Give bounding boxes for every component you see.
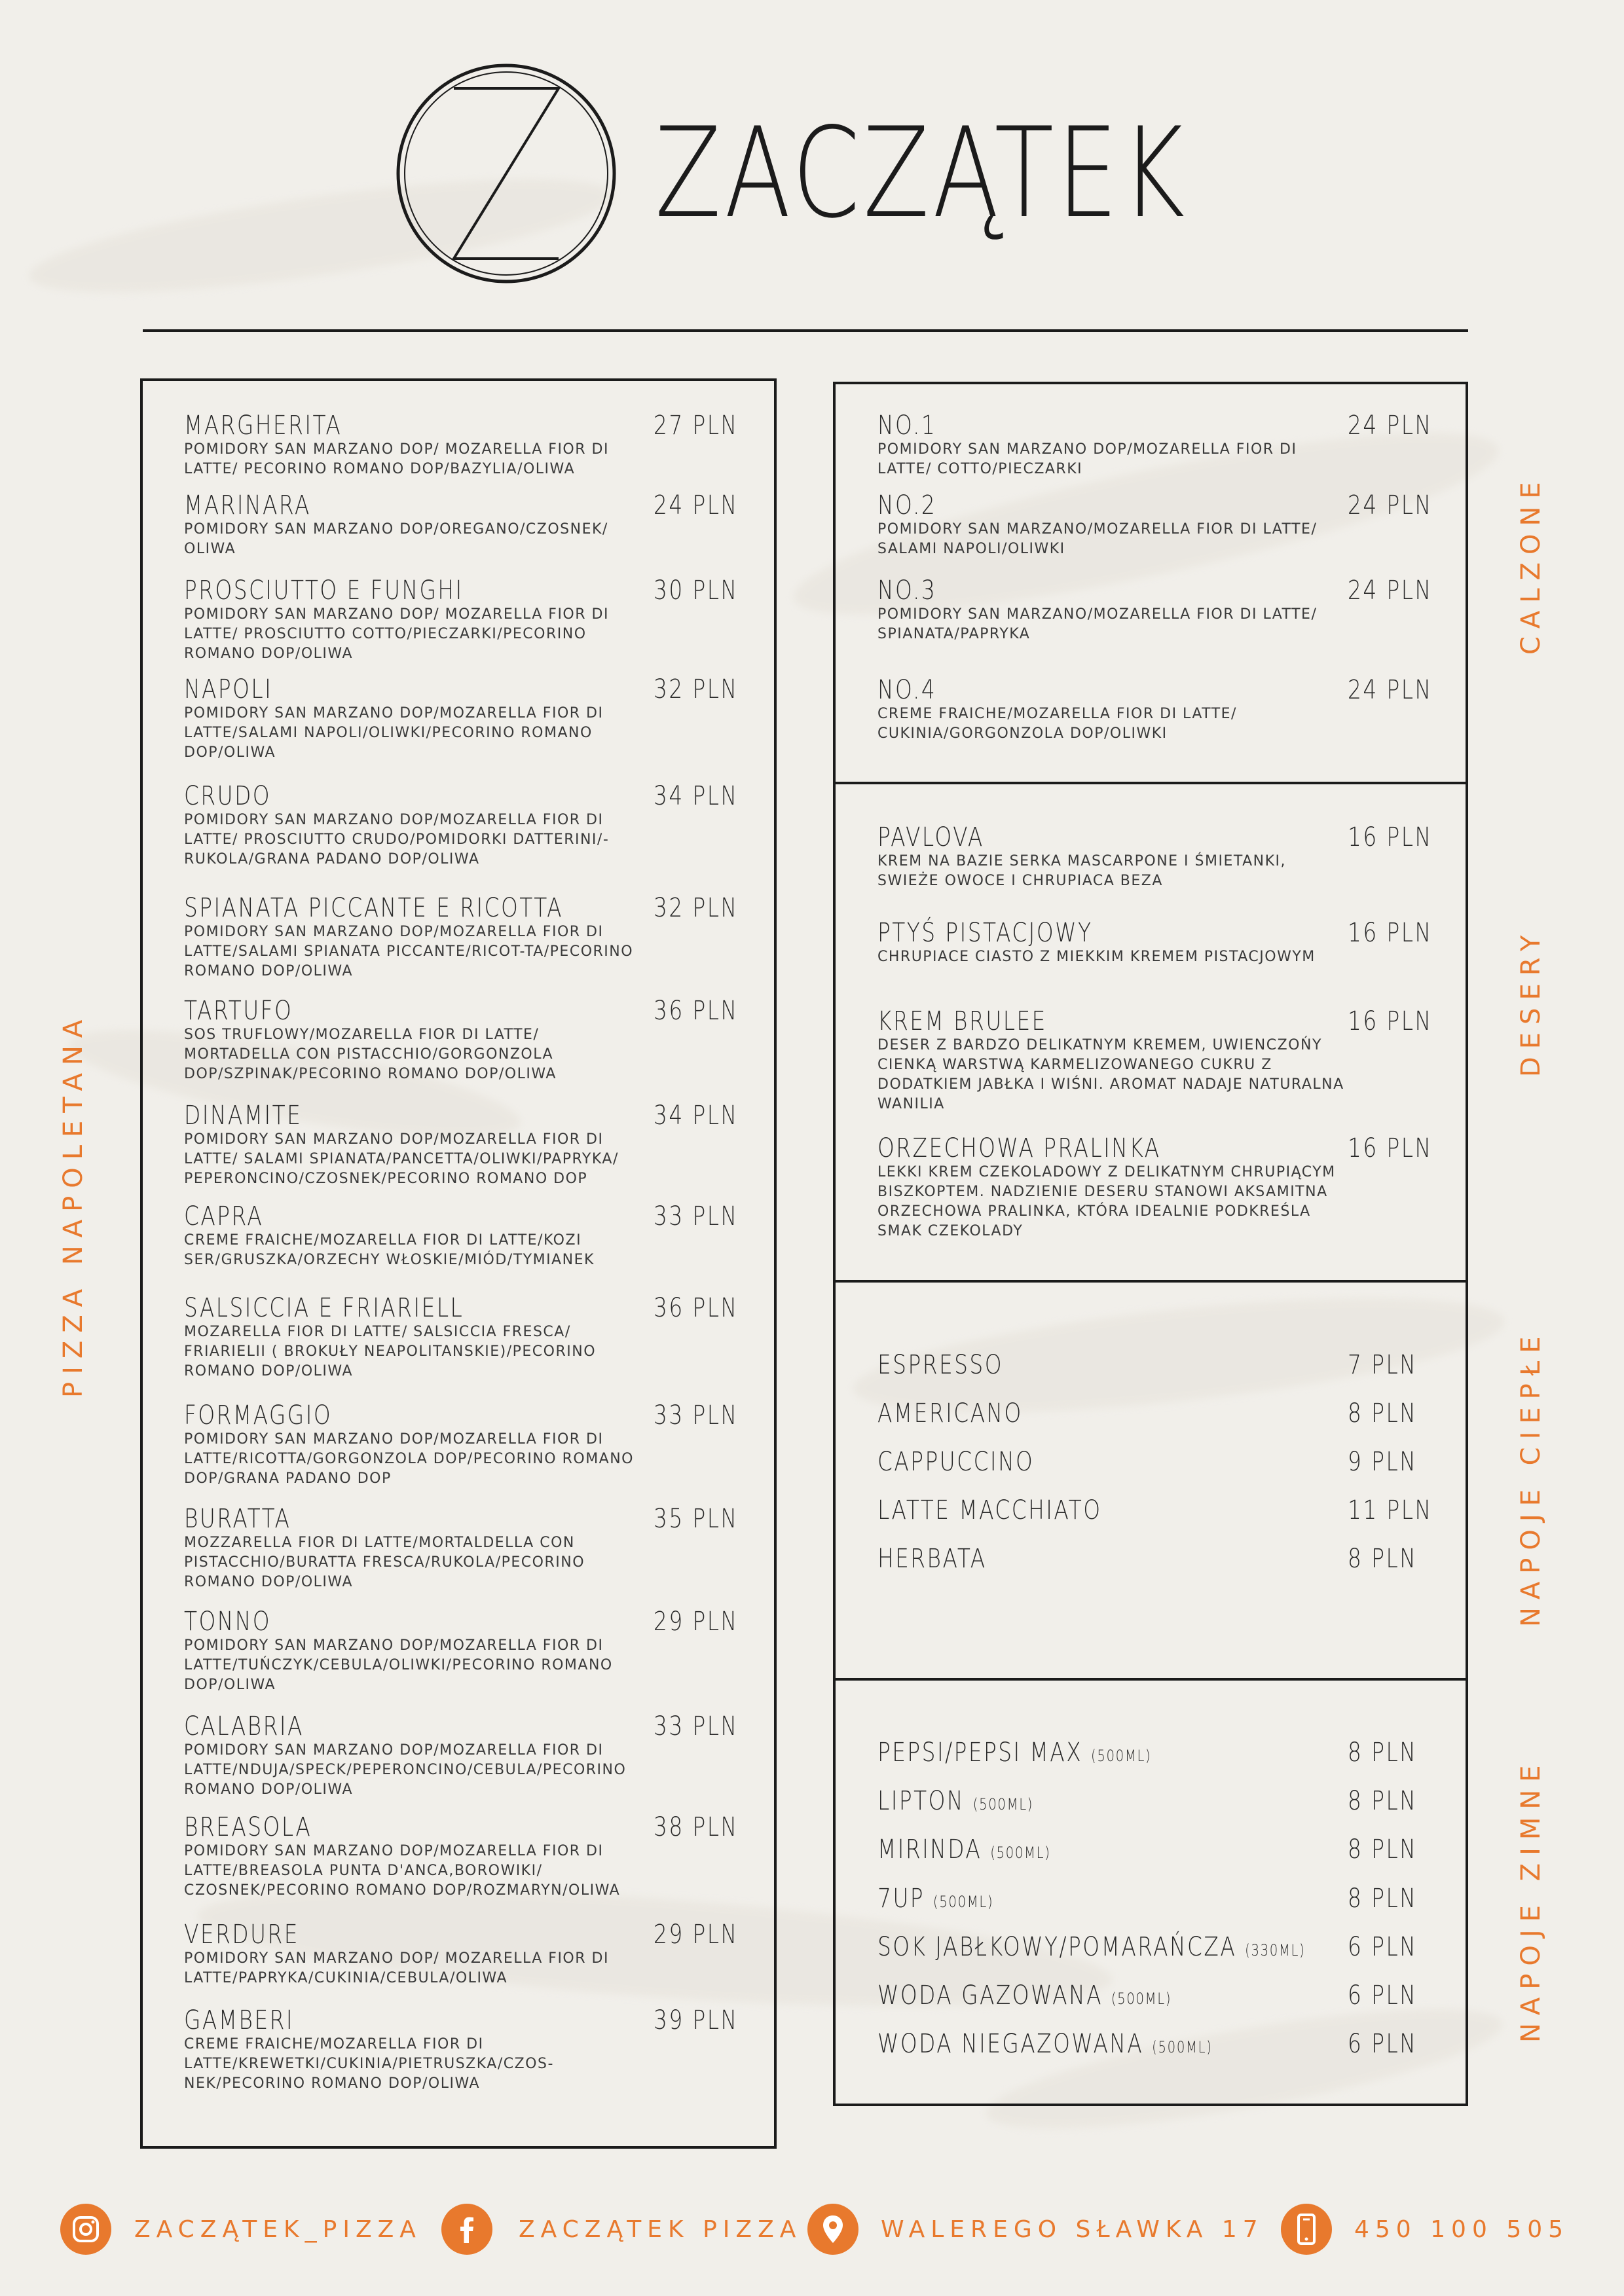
pizza-description: POMIDORY SAN MARZANO DOP/MOZARELLA FIOR DI LATTE/TUŃCZYK/CEBULA/OLIWKI/PECORINO ROMANO DOP/OLIWA: [184, 1637, 613, 1693]
pizza-name: MARGHERITA: [184, 410, 342, 441]
pizza-name: CAPRA: [184, 1201, 264, 1231]
pizza-price: 33 PLN: [654, 1711, 739, 1741]
pizza-price: 35 PLN: [654, 1504, 739, 1534]
brand-name: ZACZĄTEK: [655, 101, 1188, 246]
cold-drink-row: [877, 2031, 1213, 2057]
cold-drink-size: (500ML): [990, 1844, 1051, 1862]
pizza-description: POMIDORY SAN MARZANO DOP/MOZARELLA FIOR DI LATTE/ PROSCIUTTO CRUDO/POMIDORKI DATTERINI/-RUKOLA/GRANA PADANO DOP/OLIWA: [184, 812, 610, 867]
cold-drink-row: [877, 1836, 1051, 1863]
pizza-name: CALABRIA: [184, 1711, 304, 1741]
cold-drink-price: 8 PLN: [1348, 1786, 1418, 1816]
pizza-price: 34 PLN: [654, 781, 739, 811]
pizza-price: 32 PLN: [654, 893, 739, 923]
header-divider: [143, 329, 1468, 332]
location-pin-icon: [807, 2204, 858, 2255]
hot-drink-name: HERBATA: [877, 1544, 987, 1574]
cold-drink-size: (500ML): [1152, 2038, 1213, 2056]
hot-drink-name: ESPRESSO: [877, 1350, 1003, 1380]
section-label-hot-drinks: NAPOJE CIEPŁE: [1516, 1328, 1546, 1627]
pizza-name: GAMBERI: [184, 2005, 295, 2035]
section-label-cold-drinks: NAPOJE ZIMNE: [1516, 1757, 1546, 2043]
section-divider: [833, 1280, 1468, 1283]
pizza-name: SPIANATA PICCANTE E RICOTTA: [184, 893, 564, 923]
calzone-description: POMIDORY SAN MARZANO/MOZARELLA FIOR DI LATTE/ SPIANATA/PAPRYKA: [877, 606, 1318, 642]
cold-drink-row: [877, 1740, 1151, 1766]
hot-drink-name: AMERICANO: [877, 1398, 1023, 1429]
hot-drink-price: 7 PLN: [1348, 1350, 1418, 1380]
pizza-name: BREASOLA: [184, 1812, 312, 1842]
facebook-page[interactable]: ZACZĄTEK PIZZA: [519, 2216, 802, 2243]
cold-drink-price: 8 PLN: [1348, 1834, 1418, 1865]
pizza-price: 24 PLN: [654, 490, 739, 520]
cold-drink-price: 8 PLN: [1348, 1884, 1418, 1914]
pizza-price: 39 PLN: [654, 2005, 739, 2035]
hot-drink-price: 11 PLN: [1348, 1495, 1433, 1525]
dessert-description: KREM NA BAZIE SERKA MASCARPONE I ŚMIETANKI, SWIEŻE OWOCE I CHRUPIACA BEZA: [877, 853, 1287, 889]
pizza-name: BURATTA: [184, 1504, 291, 1534]
cold-drink-size: (500ML): [932, 1893, 994, 1911]
calzone-price: 24 PLN: [1348, 410, 1433, 441]
pizza-name: TONNO: [184, 1607, 272, 1637]
pizza-description: CREME FRAICHE/MOZARELLA FIOR DI LATTE/KREWETKI/CUKINIA/PIETRUSZKA/CZOS-NEK/PECORINO ROMANO DOP/OLIWA: [184, 2036, 554, 2092]
cold-drink-name: LIPTON: [877, 1786, 965, 1816]
pizza-description: POMIDORY SAN MARZANO DOP/MOZARELLA FIOR DI LATTE/ SALAMI SPIANATA/PANCETTA/OLIWKI/PAPRYKA/ PEPERONCINO/CZOSNEK/PECORINO ROMANO DOP: [184, 1131, 619, 1187]
cold-drink-name: WODA GAZOWANA: [877, 1980, 1103, 2011]
dessert-price: 16 PLN: [1348, 1006, 1433, 1036]
facebook-icon[interactable]: [441, 2204, 492, 2255]
cold-drink-name: SOK JABŁKOWY/POMARAŃCZA: [877, 1932, 1237, 1962]
pizza-description: CREME FRAICHE/MOZARELLA FIOR DI LATTE/KOZI SER/GRUSZKA/ORZECHY WŁOSKIE/MIÓD/TYMIANEK: [184, 1232, 595, 1268]
instagram-icon[interactable]: [60, 2204, 111, 2255]
hot-drink-name: CAPPUCCINO: [877, 1447, 1035, 1477]
cold-drink-name: MIRINDA: [877, 1834, 982, 1865]
pizza-name: VERDURE: [184, 1920, 299, 1950]
cold-drink-row: [877, 1886, 993, 1912]
dessert-name: ORZECHOWA PRALINKA: [877, 1133, 1161, 1163]
calzone-description: POMIDORY SAN MARZANO/MOZARELLA FIOR DI LATTE/ SALAMI NAPOLI/OLIWKI: [877, 521, 1318, 557]
pizza-description: MOZARELLA FIOR DI LATTE/ SALSICCIA FRESCA/ FRIARIELII ( BROKUŁY NEAPOLITANSKIE)/PECORINO ROMANO DOP/OLIWA: [184, 1324, 597, 1379]
pizza-price: 34 PLN: [654, 1101, 739, 1131]
pizza-name: SALSICCIA E FRIARIELL: [184, 1293, 464, 1323]
pizza-name: MARINARA: [184, 490, 311, 520]
calzone-name: NO.1: [877, 410, 937, 441]
cold-drink-price: 8 PLN: [1348, 1738, 1418, 1768]
hot-drink-name: LATTE MACCHIATO: [877, 1495, 1102, 1525]
cold-drink-price: 6 PLN: [1348, 1932, 1418, 1962]
calzone-description: CREME FRAICHE/MOZARELLA FIOR DI LATTE/ CUKINIA/GORGONZOLA DOP/OLIWKI: [877, 706, 1237, 742]
pizza-description: POMIDORY SAN MARZANO DOP/MOZARELLA FIOR DI LATTE/RICOTTA/GORGONZOLA DOP/PECORINO ROMANO DOP/GRANA PADANO DOP: [184, 1431, 634, 1487]
cold-drink-name: 7UP: [877, 1884, 925, 1914]
calzone-description: POMIDORY SAN MARZANO DOP/MOZARELLA FIOR DI LATTE/ COTTO/PIECZARKI: [877, 441, 1297, 477]
cold-drink-size: (500ML): [1091, 1747, 1152, 1765]
pizza-description: POMIDORY SAN MARZANO DOP/ MOZARELLA FIOR DI LATTE/PAPRYKA/CUKINIA/CEBULA/OLIWA: [184, 1950, 609, 1986]
cold-drink-size: (500ML): [1111, 1990, 1172, 2008]
cold-drink-size: (500ML): [972, 1795, 1034, 1813]
dessert-name: KREM BRULEE: [877, 1006, 1047, 1036]
pizza-price: 36 PLN: [654, 1293, 739, 1323]
pizza-name: PROSCIUTTO E FUNGHI: [184, 575, 464, 606]
pizza-price: 27 PLN: [654, 410, 739, 441]
logo-mark: [392, 59, 621, 288]
hot-drink-price: 9 PLN: [1348, 1447, 1418, 1477]
pizza-name: TARTUFO: [184, 996, 293, 1026]
pizza-description: SOS TRUFLOWY/MOZARELLA FIOR DI LATTE/ MORTADELLA CON PISTACCHIO/GORGONZOLA DOP/SZPINAK/PECORINO ROMANO DOP/OLIWA: [184, 1027, 557, 1082]
calzone-price: 24 PLN: [1348, 575, 1433, 606]
phone-number[interactable]: 450 100 505: [1354, 2216, 1570, 2243]
instagram-handle[interactable]: ZACZĄTEK_PIZZA: [134, 2216, 422, 2243]
cold-drink-price: 6 PLN: [1348, 2029, 1418, 2059]
phone-icon[interactable]: [1281, 2204, 1332, 2255]
pizza-description: POMIDORY SAN MARZANO DOP/ MOZARELLA FIOR DI LATTE/ PECORINO ROMANO DOP/BAZYLIA/OLIWA: [184, 441, 609, 477]
dessert-name: PTYŚ PISTACJOWY: [877, 918, 1093, 948]
pizza-description: POMIDORY SAN MARZANO DOP/ MOZARELLA FIOR DI LATTE/ PROSCIUTTO COTTO/PIECZARKI/PECORINO ROMANO DOP/OLIWA: [184, 606, 609, 662]
pizza-description: POMIDORY SAN MARZANO DOP/MOZARELLA FIOR DI LATTE/NDUJA/SPECK/PEPERONCINO/CEBULA/PECORINO ROMANO DOP/OLIWA: [184, 1742, 627, 1798]
pizza-price: 33 PLN: [654, 1400, 739, 1430]
pizza-name: FORMAGGIO: [184, 1400, 333, 1430]
pizza-price: 38 PLN: [654, 1812, 739, 1842]
section-divider: [833, 782, 1468, 784]
dessert-price: 16 PLN: [1348, 918, 1433, 948]
pizza-description: POMIDORY SAN MARZANO DOP/MOZARELLA FIOR DI LATTE/BREASOLA PUNTA D'ANCA,BOROWIKI/ CZOSNEK/PECORINO ROMANO DOP/ROZMARYN/OLIWA: [184, 1843, 621, 1899]
cold-drink-size: (330ML): [1245, 1941, 1306, 1959]
dessert-price: 16 PLN: [1348, 822, 1433, 852]
pizza-price: 33 PLN: [654, 1201, 739, 1231]
calzone-price: 24 PLN: [1348, 490, 1433, 520]
calzone-name: NO.4: [877, 675, 937, 705]
pizza-name: NAPOLI: [184, 674, 273, 704]
dessert-name: PAVLOVA: [877, 822, 984, 852]
dessert-description: DESER Z BARDZO DELIKATNYM KREMEM, UWIENCZOŃY CIENKĄ WARSTWĄ KARMELIZOWANEGO CUKRU Z DODATKIEM JABŁKA I WIŚNI. AROMAT NADAJE NATURALNA WANILIA: [877, 1037, 1344, 1112]
cold-drink-name: PEPSI/PEPSI MAX: [877, 1738, 1083, 1768]
calzone-price: 24 PLN: [1348, 675, 1433, 705]
cold-drink-name: WODA NIEGAZOWANA: [877, 2029, 1144, 2059]
section-divider: [833, 1678, 1468, 1681]
pizza-price: 30 PLN: [654, 575, 739, 606]
cold-drink-row: [877, 1982, 1172, 2009]
hot-drink-price: 8 PLN: [1348, 1544, 1418, 1574]
address: WALEREGO SŁAWKA 17: [881, 2216, 1264, 2243]
dessert-price: 16 PLN: [1348, 1133, 1433, 1163]
dessert-description: LEKKI KREM CZEKOLADOWY Z DELIKATNYM CHRUPIĄCYM BISZKOPTEM. NADZIENIE DESERU STANOWI AKSAMITNA ORZECHOWA PRALINKA, KTÓRA IDEALNIE PODKREŚLA SMAK CZEKOLADY: [877, 1164, 1336, 1239]
section-label-desery: DESERY: [1516, 927, 1546, 1077]
dessert-description: CHRUPIACE CIASTO Z MIEKKIM KREMEM PISTACJOWYM: [877, 949, 1316, 965]
pizza-price: 29 PLN: [654, 1607, 739, 1637]
pizza-description: POMIDORY SAN MARZANO DOP/OREGANO/CZOSNEK/ OLIWA: [184, 521, 608, 557]
pizza-name: CRUDO: [184, 781, 272, 811]
section-label-pizza: PIZZA NAPOLETANA: [58, 1011, 88, 1398]
cold-drink-price: 6 PLN: [1348, 1980, 1418, 2011]
section-label-calzone: CALZONE: [1516, 474, 1546, 655]
pizza-price: 32 PLN: [654, 674, 739, 704]
pizza-description: POMIDORY SAN MARZANO DOP/MOZARELLA FIOR DI LATTE/SALAMI SPIANATA PICCANTE/RICOT-TA/PECORINO ROMANO DOP/OLIWA: [184, 924, 634, 979]
pizza-description: POMIDORY SAN MARZANO DOP/MOZARELLA FIOR DI LATTE/SALAMI NAPOLI/OLIWKI/PECORINO ROMANO DOP/OLIWA: [184, 705, 604, 761]
pizza-name: DINAMITE: [184, 1101, 303, 1131]
hot-drink-price: 8 PLN: [1348, 1398, 1418, 1429]
pizza-price: 36 PLN: [654, 996, 739, 1026]
cold-drink-row: [877, 1934, 1305, 1960]
cold-drink-row: [877, 1788, 1033, 1814]
calzone-name: NO.3: [877, 575, 937, 606]
calzone-name: NO.2: [877, 490, 937, 520]
pizza-price: 29 PLN: [654, 1920, 739, 1950]
pizza-description: MOZZARELLA FIOR DI LATTE/MORTALDELLA CON PISTACCHIO/BURATTA FRESCA/RUKOLA/PECORINO ROMANO DOP/OLIWA: [184, 1535, 585, 1590]
